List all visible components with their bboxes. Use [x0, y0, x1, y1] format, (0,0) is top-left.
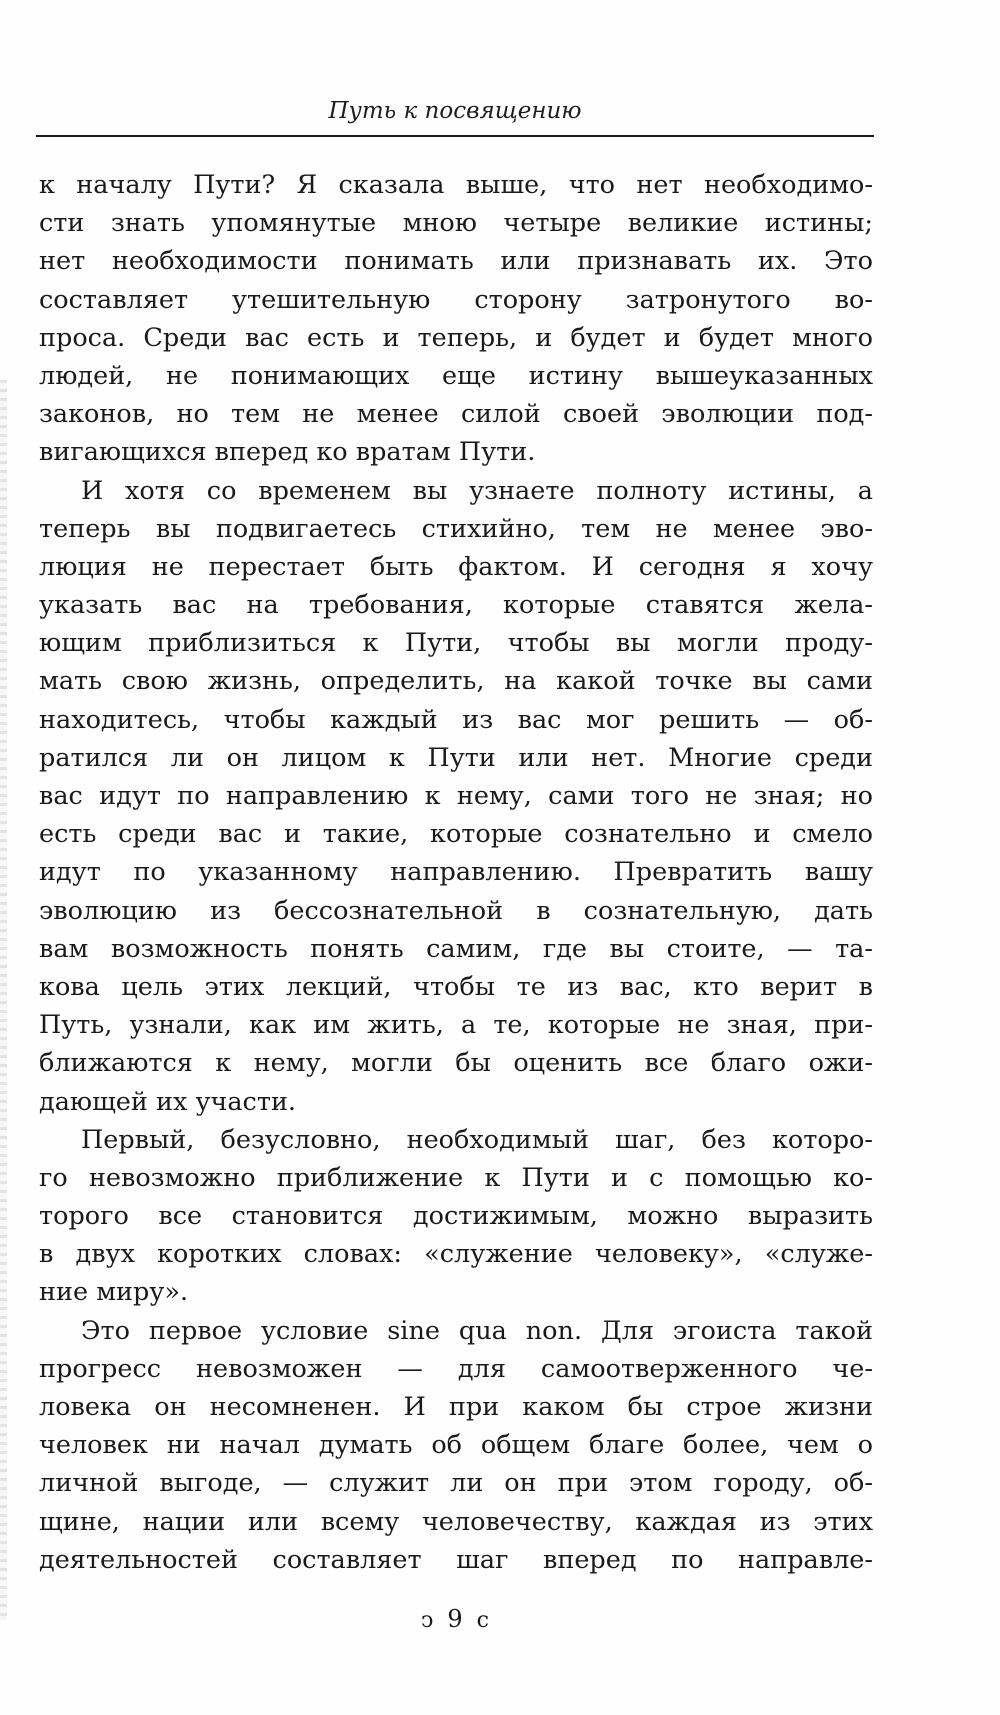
ornament-left-icon: ↄ — [421, 1608, 434, 1633]
text-line: находитесь, чтобы каждый из вас мог решить — об- — [39, 704, 873, 735]
text-line: личной выгоде, — служит ли он при этом городу, об- — [39, 1468, 873, 1499]
text-line: указать вас на требования, которые ставятся жела- — [39, 590, 873, 621]
text-line: ближаются к нему, могли бы оценить все благо ожи- — [39, 1048, 873, 1079]
text-line: И хотя со временем вы узнаете полноту истины, а — [81, 475, 873, 506]
text-line: щине, нации или всему человечеству, каждая из этих — [39, 1506, 873, 1537]
page-number: 9 — [447, 1605, 463, 1633]
text-line: эволюцию из бессознательной в сознательную, дать — [39, 895, 873, 926]
text-line: деятельностей составляет шаг вперед по направле- — [39, 1544, 873, 1575]
header-rule — [36, 135, 874, 137]
folio — [36, 1604, 874, 1636]
body-text — [39, 166, 873, 1579]
text-line: ние миру». — [39, 1277, 189, 1308]
paragraph — [39, 166, 873, 472]
text-line: теперь вы подвигаетесь стихийно, тем не менее эво- — [39, 513, 873, 544]
text-line: торого все становится достижимым, можно выразить — [39, 1201, 873, 1232]
text-line: к началу Пути? Я сказала выше, что нет необходимо- — [39, 170, 873, 200]
text-line: Путь, узнали, как им жить, а те, которые не зная, при- — [39, 1010, 873, 1041]
text-line: дающей их участи. — [39, 1086, 297, 1117]
text-line: люция не перестает быть фактом. И сегодня я хочу — [39, 551, 873, 582]
text-line: есть среди вас и такие, которые сознательно и смело — [39, 819, 873, 850]
text-line: ющим приблизиться к Пути, чтобы вы могли проду- — [39, 628, 873, 659]
text-line: мать свою жизнь, определить, на какой точке вы сами — [39, 666, 873, 697]
text-line: прогресс невозможен — для самоотверженного че- — [39, 1353, 873, 1384]
text-line: ратился ли он лицом к Пути или нет. Многие среди — [39, 742, 873, 773]
text-line: людей, не понимающих еще истину вышеуказанных — [39, 360, 873, 391]
text-line: Первый, безусловно, необходимый шаг, без которо- — [81, 1124, 873, 1155]
text-line: человек ни начал думать об общем благе более, чем о — [39, 1430, 873, 1461]
text-line: вас идут по направлению к нему, сами того не зная; но — [39, 781, 873, 811]
paragraph — [39, 472, 873, 1121]
text-line: идут по указанному направлению. Превратить вашу — [39, 857, 873, 888]
text-line: ловека он несомненен. И при каком бы строе жизни — [39, 1392, 873, 1422]
text-line: сти знать упомянутые мною четыре великие истины; — [39, 208, 873, 239]
text-line: кова цель этих лекций, чтобы те из вас, кто верит в — [39, 971, 873, 1002]
text-line: в двух коротких словах: «служение человеку», «служе- — [39, 1239, 873, 1270]
running-head: Путь к посвящению — [328, 98, 582, 124]
page-edge-shadow — [0, 380, 7, 1620]
text-line: вам возможность понять самим, где вы стоите, — та- — [39, 933, 873, 964]
paragraph — [39, 1121, 873, 1312]
text-line: го невозможно приближение к Пути и с помощью ко- — [39, 1162, 873, 1193]
text-line: составляет утешительную сторону затронутого во- — [39, 284, 873, 315]
text-line: Это первое условие sine qua non. Для эгоиста такой — [81, 1315, 873, 1346]
ornament-right-icon: c — [476, 1608, 489, 1633]
text-line: вигающихся вперед ко вратам Пути. — [39, 437, 536, 468]
text-line: проса. Среди вас есть и теперь, и будет и будет много — [39, 322, 873, 353]
paragraph — [39, 1312, 873, 1579]
text-line: нет необходимости понимать или признавать их. Это — [39, 246, 873, 277]
text-line: законов, но тем не менее силой своей эволюции под- — [39, 399, 873, 430]
